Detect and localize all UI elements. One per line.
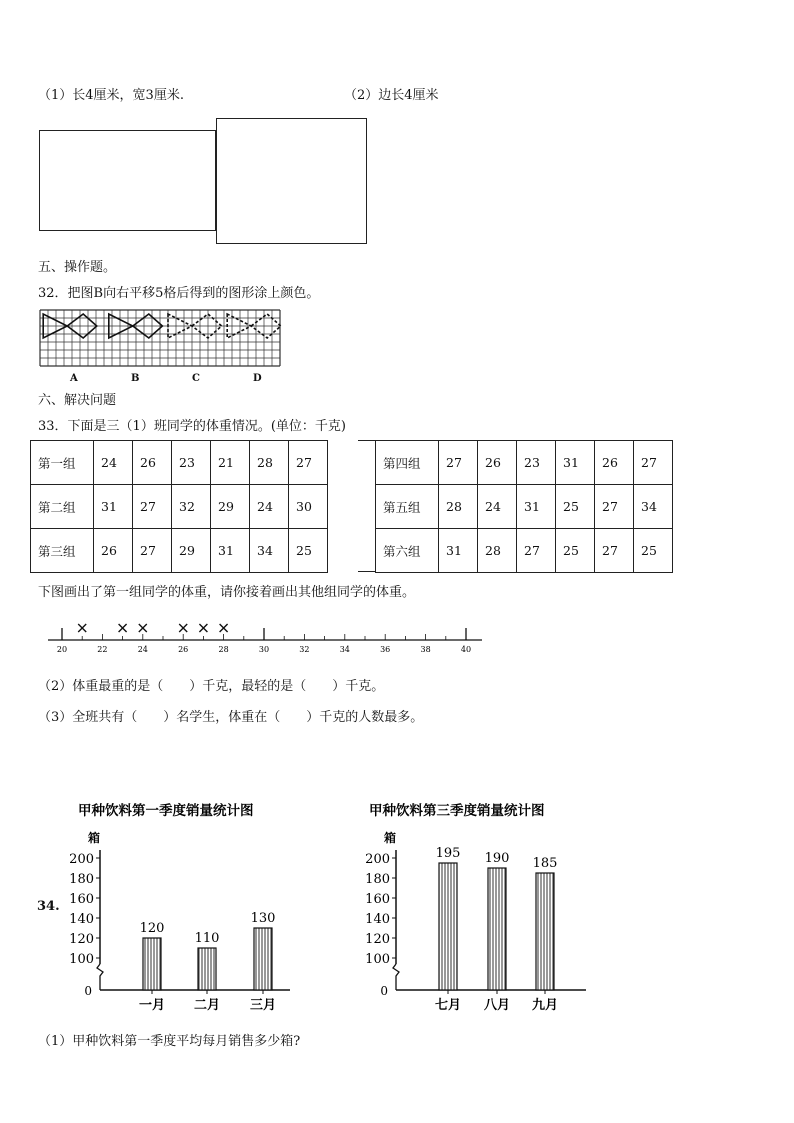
grid-label-c: C: [192, 373, 200, 384]
weight-value: 25: [556, 485, 595, 529]
bar-data-label: 185: [532, 856, 558, 871]
bar: [488, 868, 506, 990]
grid-lines: [40, 310, 280, 366]
bar: [143, 938, 161, 990]
weight-value: 31: [94, 485, 133, 529]
section-6-title: 六、解决问题: [38, 393, 117, 408]
section-5-title: 五、操作题。: [38, 260, 117, 275]
table-row: [31, 441, 328, 485]
number-line-label: 28: [218, 645, 229, 654]
weight-x-mark: [78, 624, 86, 632]
weight-x-mark: [199, 624, 207, 632]
q34-number: 34.: [37, 899, 60, 914]
number-line-label: 24: [137, 645, 148, 654]
category-label: 九月: [531, 998, 559, 1013]
weight-value: 26: [478, 441, 517, 485]
number-line-label: 32: [299, 645, 310, 654]
y-tick-label: 160: [365, 892, 390, 907]
weight-value: 28: [250, 441, 289, 485]
weight-value: 27: [517, 529, 556, 573]
category-label: 一月: [138, 998, 166, 1013]
weight-value: 27: [133, 485, 172, 529]
group-name: 第四组: [376, 441, 439, 485]
weight-value: 34: [634, 485, 673, 529]
y-zero-label: 0: [380, 984, 388, 998]
weight-value: 24: [478, 485, 517, 529]
number-line-label: 36: [380, 645, 391, 654]
y-tick-label: 160: [69, 892, 94, 907]
y-tick-label: 140: [69, 912, 94, 927]
weight-value: 26: [94, 529, 133, 573]
chart-ylabel: 箱: [88, 831, 101, 845]
q33-instruction: 下图画出了第一组同学的体重，请你接着画出其他组同学的体重。: [38, 585, 416, 600]
weight-value: 24: [250, 485, 289, 529]
chart-title: 甲种饮料第三季度销量统计图: [369, 803, 545, 819]
number-line-label: 20: [56, 645, 68, 654]
weight-value: 30: [289, 485, 328, 529]
weight-value: 27: [634, 441, 673, 485]
category-label: 七月: [434, 998, 462, 1013]
number-line-label: 30: [258, 645, 270, 654]
group-name: 第二组: [31, 485, 94, 529]
group-name: 第一组: [31, 441, 94, 485]
number-line-label: 40: [460, 645, 472, 654]
bar-data-label: 110: [194, 931, 220, 946]
weight-value: 25: [289, 529, 328, 573]
weight-value: 25: [634, 529, 673, 573]
weight-value: 31: [211, 529, 250, 573]
axis-break: [97, 964, 103, 990]
q33-sub2: （2）体重最重的是（ ）千克，最轻的是（ ）千克。: [38, 679, 385, 694]
table-row: [31, 485, 328, 529]
weight-value: 27: [289, 441, 328, 485]
weight-x-mark: [220, 624, 228, 632]
weight-value: 21: [211, 441, 250, 485]
weight-number-line: [0, 610, 794, 660]
grid-label-d: D: [253, 373, 262, 384]
y-tick-label: 200: [365, 852, 390, 867]
number-line-label: 34: [339, 645, 350, 654]
number-line-label: 26: [178, 645, 189, 654]
weight-value: 31: [517, 485, 556, 529]
q32-text: 32．把图B向右平移5格后得到的图形涂上颜色。: [38, 286, 320, 301]
weight-value: 34: [250, 529, 289, 573]
translation-grid: [0, 0, 794, 400]
bar: [254, 928, 272, 990]
weight-value: 27: [595, 485, 634, 529]
chart-title: 甲种饮料第一季度销量统计图: [78, 803, 254, 819]
y-tick-label: 180: [365, 872, 390, 887]
q33-text: 33．下面是三（1）班同学的体重情况。(单位：千克): [38, 419, 346, 434]
table-gap: [358, 440, 375, 572]
table-row: [376, 441, 673, 485]
weight-value: 27: [133, 529, 172, 573]
weight-value: 31: [439, 529, 478, 573]
bar-data-label: 195: [435, 846, 461, 861]
weight-value: 29: [211, 485, 250, 529]
bar: [198, 948, 216, 990]
bar: [439, 863, 457, 990]
bar-data-label: 120: [139, 921, 165, 936]
weight-x-mark: [139, 624, 147, 632]
q34-sub1: （1）甲种饮料第一季度平均每月销售多少箱?: [38, 1034, 301, 1049]
weight-value: 26: [133, 441, 172, 485]
weight-table-right: [375, 440, 673, 573]
weight-value: 31: [556, 441, 595, 485]
y-tick-label: 180: [69, 872, 94, 887]
weight-value: 28: [478, 529, 517, 573]
y-tick-label: 100: [365, 952, 390, 967]
number-line-label: 38: [420, 645, 431, 654]
number-line-label: 22: [97, 645, 108, 654]
y-tick-label: 200: [69, 852, 94, 867]
chart-q1-sales: [0, 790, 794, 1020]
weight-value: 27: [439, 441, 478, 485]
q33-sub3: （3）全班共有（ ）名学生，体重在（ ）千克的人数最多。: [38, 710, 424, 725]
y-tick-label: 120: [69, 932, 94, 947]
bar-data-label: 190: [484, 851, 510, 866]
weight-value: 28: [439, 485, 478, 529]
category-label: 八月: [483, 998, 511, 1013]
bar-data-label: 130: [250, 911, 276, 926]
table-row: [376, 485, 673, 529]
table-row: [31, 529, 328, 573]
group-name: 第三组: [31, 529, 94, 573]
group-name: 第六组: [376, 529, 439, 573]
y-tick-label: 120: [365, 932, 390, 947]
weight-value: 27: [595, 529, 634, 573]
weight-value: 32: [172, 485, 211, 529]
y-tick-label: 140: [365, 912, 390, 927]
weight-x-mark: [179, 624, 187, 632]
category-label: 三月: [249, 998, 277, 1013]
weight-value: 29: [172, 529, 211, 573]
weight-x-mark: [119, 624, 127, 632]
axis-break: [393, 964, 399, 990]
weight-value: 24: [94, 441, 133, 485]
category-label: 二月: [193, 998, 221, 1013]
chart-ylabel: 箱: [384, 831, 397, 845]
weight-value: 23: [172, 441, 211, 485]
weight-value: 25: [556, 529, 595, 573]
y-zero-label: 0: [84, 984, 92, 998]
weight-value: 23: [517, 441, 556, 485]
bar: [536, 873, 554, 990]
y-tick-label: 100: [69, 952, 94, 967]
weight-value: 26: [595, 441, 634, 485]
grid-label-b: B: [131, 373, 140, 384]
rect-item-2: （2）边长4厘米: [344, 88, 439, 103]
table-row: [376, 529, 673, 573]
group-name: 第五组: [376, 485, 439, 529]
grid-label-a: A: [70, 373, 78, 384]
weight-table-left: [30, 440, 328, 573]
rect-item-1: （1）长4厘米，宽3厘米.: [38, 88, 184, 103]
